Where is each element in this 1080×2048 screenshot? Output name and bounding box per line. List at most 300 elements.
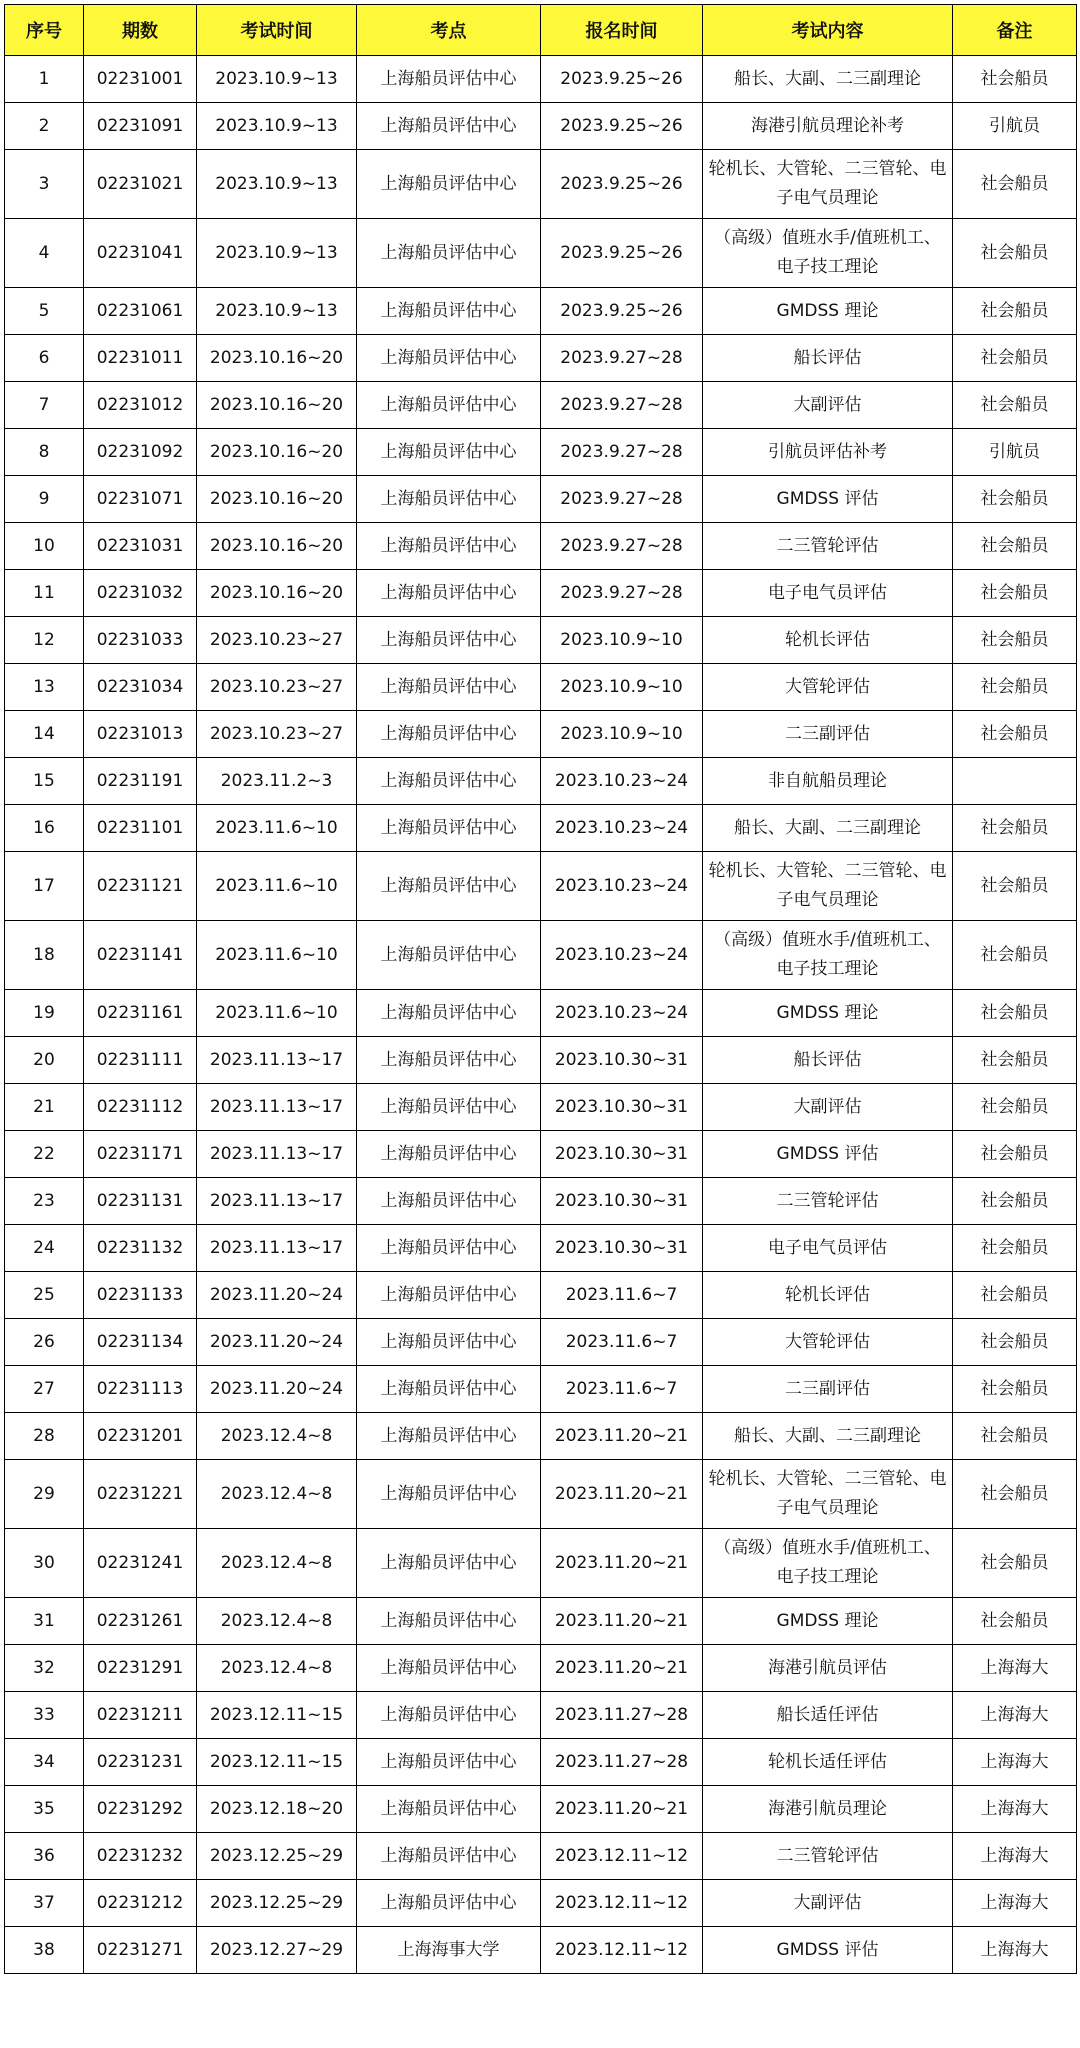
cell-remarks: 社会船员	[953, 1319, 1077, 1366]
cell-remarks: 社会船员	[953, 1131, 1077, 1178]
cell-remarks: 社会船员	[953, 570, 1077, 617]
cell-remarks: 上海海大	[953, 1786, 1077, 1833]
table-row	[5, 1131, 1077, 1178]
cell-remarks: 社会船员	[953, 1037, 1077, 1084]
cell-exam-content: （高级）值班水手/值班机工、电子技工理论	[703, 219, 953, 288]
cell-exam-time: 2023.12.18~20	[197, 1786, 357, 1833]
cell-remarks: 社会船员	[953, 219, 1077, 288]
cell-seq: 12	[5, 617, 84, 664]
cell-exam-time: 2023.10.16~20	[197, 523, 357, 570]
cell-remarks: 社会船员	[953, 382, 1077, 429]
cell-exam-content: 二三管轮评估	[703, 1178, 953, 1225]
cell-exam-site: 上海船员评估中心	[357, 1880, 541, 1927]
cell-exam-time: 2023.11.13~17	[197, 1084, 357, 1131]
cell-seq: 8	[5, 429, 84, 476]
cell-exam-content: 大管轮评估	[703, 1319, 953, 1366]
cell-period: 02231211	[84, 1692, 197, 1739]
cell-remarks	[953, 758, 1077, 805]
cell-period: 02231033	[84, 617, 197, 664]
table-row	[5, 1786, 1077, 1833]
cell-period: 02231241	[84, 1529, 197, 1598]
cell-seq: 32	[5, 1645, 84, 1692]
cell-exam-time: 2023.12.4~8	[197, 1460, 357, 1529]
cell-period: 02231034	[84, 664, 197, 711]
cell-period: 02231041	[84, 219, 197, 288]
cell-registration-time: 2023.9.25~26	[541, 150, 703, 219]
cell-remarks: 社会船员	[953, 523, 1077, 570]
cell-seq: 2	[5, 103, 84, 150]
cell-period: 02231021	[84, 150, 197, 219]
cell-exam-time: 2023.10.23~27	[197, 617, 357, 664]
cell-period: 02231171	[84, 1131, 197, 1178]
cell-period: 02231091	[84, 103, 197, 150]
cell-exam-time: 2023.12.4~8	[197, 1413, 357, 1460]
cell-registration-time: 2023.10.23~24	[541, 921, 703, 990]
cell-seq: 9	[5, 476, 84, 523]
cell-exam-content: 大副评估	[703, 1084, 953, 1131]
cell-exam-time: 2023.10.9~13	[197, 288, 357, 335]
cell-remarks: 社会船员	[953, 1598, 1077, 1645]
table-row	[5, 1272, 1077, 1319]
cell-registration-time: 2023.11.20~21	[541, 1460, 703, 1529]
cell-seq: 5	[5, 288, 84, 335]
cell-exam-content: 船长适任评估	[703, 1692, 953, 1739]
cell-exam-site: 上海船员评估中心	[357, 429, 541, 476]
cell-exam-site: 上海船员评估中心	[357, 476, 541, 523]
cell-registration-time: 2023.10.30~31	[541, 1037, 703, 1084]
table-row	[5, 1833, 1077, 1880]
cell-remarks: 社会船员	[953, 990, 1077, 1037]
cell-period: 02231221	[84, 1460, 197, 1529]
cell-exam-site: 上海船员评估中心	[357, 523, 541, 570]
cell-seq: 11	[5, 570, 84, 617]
cell-exam-content: 海港引航员评估	[703, 1645, 953, 1692]
cell-period: 02231101	[84, 805, 197, 852]
cell-registration-time: 2023.10.23~24	[541, 852, 703, 921]
cell-seq: 26	[5, 1319, 84, 1366]
cell-exam-content: 船长评估	[703, 335, 953, 382]
cell-exam-time: 2023.11.13~17	[197, 1225, 357, 1272]
cell-remarks: 社会船员	[953, 335, 1077, 382]
cell-exam-content: 船长、大副、二三副理论	[703, 805, 953, 852]
cell-exam-content: 轮机长适任评估	[703, 1739, 953, 1786]
cell-exam-site: 上海船员评估中心	[357, 335, 541, 382]
cell-period: 02231133	[84, 1272, 197, 1319]
cell-exam-time: 2023.11.6~10	[197, 990, 357, 1037]
cell-remarks: 上海海大	[953, 1880, 1077, 1927]
header-registration-time: 报名时间	[541, 5, 703, 56]
cell-period: 02231032	[84, 570, 197, 617]
cell-period: 02231111	[84, 1037, 197, 1084]
cell-exam-site: 上海船员评估中心	[357, 852, 541, 921]
cell-remarks: 社会船员	[953, 1529, 1077, 1598]
cell-remarks: 社会船员	[953, 1366, 1077, 1413]
cell-seq: 3	[5, 150, 84, 219]
cell-exam-time: 2023.11.20~24	[197, 1366, 357, 1413]
cell-period: 02231011	[84, 335, 197, 382]
table-row	[5, 523, 1077, 570]
cell-seq: 15	[5, 758, 84, 805]
cell-exam-site: 上海船员评估中心	[357, 1786, 541, 1833]
cell-exam-time: 2023.11.6~10	[197, 805, 357, 852]
cell-remarks: 社会船员	[953, 1460, 1077, 1529]
cell-exam-time: 2023.10.23~27	[197, 711, 357, 758]
cell-seq: 30	[5, 1529, 84, 1598]
cell-registration-time: 2023.9.27~28	[541, 335, 703, 382]
cell-exam-site: 上海船员评估中心	[357, 1739, 541, 1786]
cell-exam-content: GMDSS 理论	[703, 990, 953, 1037]
cell-period: 02231231	[84, 1739, 197, 1786]
table-row	[5, 382, 1077, 429]
cell-seq: 22	[5, 1131, 84, 1178]
cell-seq: 6	[5, 335, 84, 382]
cell-seq: 10	[5, 523, 84, 570]
cell-period: 02231013	[84, 711, 197, 758]
cell-exam-content: 二三副评估	[703, 711, 953, 758]
cell-remarks: 社会船员	[953, 1272, 1077, 1319]
cell-exam-content: 轮机长、大管轮、二三管轮、电子电气员理论	[703, 1460, 953, 1529]
cell-exam-time: 2023.12.4~8	[197, 1529, 357, 1598]
cell-exam-content: 船长、大副、二三副理论	[703, 56, 953, 103]
cell-registration-time: 2023.11.6~7	[541, 1319, 703, 1366]
cell-remarks: 社会船员	[953, 56, 1077, 103]
cell-exam-time: 2023.11.6~10	[197, 921, 357, 990]
cell-exam-site: 上海船员评估中心	[357, 382, 541, 429]
cell-seq: 4	[5, 219, 84, 288]
cell-exam-content: 电子电气员评估	[703, 1225, 953, 1272]
header-remarks: 备注	[953, 5, 1077, 56]
table-row	[5, 1645, 1077, 1692]
table-row	[5, 1225, 1077, 1272]
table-row	[5, 219, 1077, 288]
cell-seq: 36	[5, 1833, 84, 1880]
header-exam-time: 考试时间	[197, 5, 357, 56]
cell-period: 02231001	[84, 56, 197, 103]
cell-exam-content: GMDSS 评估	[703, 1927, 953, 1974]
cell-exam-time: 2023.10.16~20	[197, 335, 357, 382]
cell-seq: 7	[5, 382, 84, 429]
cell-period: 02231131	[84, 1178, 197, 1225]
cell-exam-content: 非自航船员理论	[703, 758, 953, 805]
cell-registration-time: 2023.10.30~31	[541, 1178, 703, 1225]
cell-exam-time: 2023.12.11~15	[197, 1739, 357, 1786]
cell-exam-content: 大管轮评估	[703, 664, 953, 711]
table-row	[5, 617, 1077, 664]
cell-exam-content: 大副评估	[703, 382, 953, 429]
cell-exam-content: 轮机长评估	[703, 617, 953, 664]
cell-remarks: 社会船员	[953, 1178, 1077, 1225]
cell-period: 02231012	[84, 382, 197, 429]
table-row	[5, 711, 1077, 758]
cell-registration-time: 2023.11.20~21	[541, 1645, 703, 1692]
table-row	[5, 429, 1077, 476]
cell-remarks: 社会船员	[953, 617, 1077, 664]
cell-exam-site: 上海船员评估中心	[357, 1178, 541, 1225]
table-row	[5, 664, 1077, 711]
cell-exam-content: 海港引航员理论补考	[703, 103, 953, 150]
cell-registration-time: 2023.11.27~28	[541, 1692, 703, 1739]
cell-exam-time: 2023.12.4~8	[197, 1598, 357, 1645]
cell-period: 02231291	[84, 1645, 197, 1692]
cell-period: 02231292	[84, 1786, 197, 1833]
cell-period: 02231134	[84, 1319, 197, 1366]
cell-exam-content: 海港引航员理论	[703, 1786, 953, 1833]
exam-schedule-sheet	[4, 4, 1077, 1974]
cell-exam-content: （高级）值班水手/值班机工、电子技工理论	[703, 921, 953, 990]
cell-exam-time: 2023.11.13~17	[197, 1037, 357, 1084]
cell-exam-content: 轮机长评估	[703, 1272, 953, 1319]
table-row	[5, 288, 1077, 335]
cell-period: 02231092	[84, 429, 197, 476]
cell-period: 02231112	[84, 1084, 197, 1131]
cell-remarks: 社会船员	[953, 852, 1077, 921]
cell-registration-time: 2023.9.25~26	[541, 219, 703, 288]
cell-exam-time: 2023.10.9~13	[197, 219, 357, 288]
cell-seq: 31	[5, 1598, 84, 1645]
cell-registration-time: 2023.9.27~28	[541, 570, 703, 617]
table-row	[5, 805, 1077, 852]
cell-remarks: 社会船员	[953, 288, 1077, 335]
cell-registration-time: 2023.12.11~12	[541, 1927, 703, 1974]
cell-period: 02231141	[84, 921, 197, 990]
cell-seq: 17	[5, 852, 84, 921]
table-row	[5, 852, 1077, 921]
cell-exam-time: 2023.10.9~13	[197, 103, 357, 150]
cell-exam-site: 上海船员评估中心	[357, 1413, 541, 1460]
cell-period: 02231061	[84, 288, 197, 335]
cell-registration-time: 2023.11.20~21	[541, 1529, 703, 1598]
cell-exam-site: 上海船员评估中心	[357, 1084, 541, 1131]
cell-exam-time: 2023.12.25~29	[197, 1833, 357, 1880]
cell-remarks: 社会船员	[953, 150, 1077, 219]
cell-remarks: 社会船员	[953, 1084, 1077, 1131]
cell-exam-content: GMDSS 理论	[703, 288, 953, 335]
cell-period: 02231121	[84, 852, 197, 921]
cell-exam-content: 轮机长、大管轮、二三管轮、电子电气员理论	[703, 852, 953, 921]
cell-registration-time: 2023.10.9~10	[541, 711, 703, 758]
cell-registration-time: 2023.9.27~28	[541, 476, 703, 523]
cell-exam-site: 上海船员评估中心	[357, 1131, 541, 1178]
table-row	[5, 1739, 1077, 1786]
cell-exam-content: 引航员评估补考	[703, 429, 953, 476]
cell-period: 02231071	[84, 476, 197, 523]
table-body	[5, 56, 1077, 1974]
cell-exam-content: 轮机长、大管轮、二三管轮、电子电气员理论	[703, 150, 953, 219]
cell-exam-site: 上海船员评估中心	[357, 56, 541, 103]
cell-period: 02231212	[84, 1880, 197, 1927]
cell-seq: 13	[5, 664, 84, 711]
cell-period: 02231132	[84, 1225, 197, 1272]
header-row	[5, 5, 1077, 56]
cell-registration-time: 2023.11.27~28	[541, 1739, 703, 1786]
cell-exam-time: 2023.10.23~27	[197, 664, 357, 711]
cell-remarks: 上海海大	[953, 1833, 1077, 1880]
cell-exam-content: 二三管轮评估	[703, 523, 953, 570]
cell-exam-site: 上海船员评估中心	[357, 219, 541, 288]
cell-exam-content: 船长、大副、二三副理论	[703, 1413, 953, 1460]
cell-exam-time: 2023.10.9~13	[197, 150, 357, 219]
cell-registration-time: 2023.9.27~28	[541, 429, 703, 476]
cell-exam-site: 上海船员评估中心	[357, 1272, 541, 1319]
cell-exam-content: 船长评估	[703, 1037, 953, 1084]
cell-exam-site: 上海船员评估中心	[357, 103, 541, 150]
cell-period: 02231271	[84, 1927, 197, 1974]
cell-exam-site: 上海船员评估中心	[357, 1598, 541, 1645]
table-row	[5, 758, 1077, 805]
table-row	[5, 150, 1077, 219]
cell-seq: 14	[5, 711, 84, 758]
table-row	[5, 1366, 1077, 1413]
table-row	[5, 335, 1077, 382]
cell-period: 02231031	[84, 523, 197, 570]
cell-registration-time: 2023.9.25~26	[541, 103, 703, 150]
cell-remarks: 引航员	[953, 103, 1077, 150]
cell-exam-content: （高级）值班水手/值班机工、电子技工理论	[703, 1529, 953, 1598]
cell-exam-site: 上海船员评估中心	[357, 1037, 541, 1084]
cell-exam-site: 上海船员评估中心	[357, 617, 541, 664]
cell-exam-time: 2023.12.11~15	[197, 1692, 357, 1739]
table-row	[5, 921, 1077, 990]
cell-exam-time: 2023.11.20~24	[197, 1272, 357, 1319]
cell-exam-site: 上海船员评估中心	[357, 1366, 541, 1413]
cell-registration-time: 2023.11.6~7	[541, 1366, 703, 1413]
cell-remarks: 社会船员	[953, 1413, 1077, 1460]
cell-exam-time: 2023.10.16~20	[197, 476, 357, 523]
cell-exam-site: 上海船员评估中心	[357, 921, 541, 990]
cell-remarks: 引航员	[953, 429, 1077, 476]
cell-exam-time: 2023.10.16~20	[197, 570, 357, 617]
cell-exam-site: 上海船员评估中心	[357, 1692, 541, 1739]
cell-exam-content: 二三副评估	[703, 1366, 953, 1413]
cell-period: 02231232	[84, 1833, 197, 1880]
cell-seq: 25	[5, 1272, 84, 1319]
cell-exam-site: 上海船员评估中心	[357, 664, 541, 711]
cell-seq: 24	[5, 1225, 84, 1272]
cell-registration-time: 2023.10.23~24	[541, 758, 703, 805]
table-row	[5, 990, 1077, 1037]
cell-exam-time: 2023.10.16~20	[197, 429, 357, 476]
cell-registration-time: 2023.11.20~21	[541, 1786, 703, 1833]
cell-exam-site: 上海海事大学	[357, 1927, 541, 1974]
cell-exam-time: 2023.10.16~20	[197, 382, 357, 429]
cell-exam-time: 2023.11.6~10	[197, 852, 357, 921]
cell-registration-time: 2023.9.25~26	[541, 288, 703, 335]
cell-seq: 29	[5, 1460, 84, 1529]
cell-registration-time: 2023.9.27~28	[541, 382, 703, 429]
header-exam-content: 考试内容	[703, 5, 953, 56]
cell-registration-time: 2023.10.9~10	[541, 664, 703, 711]
cell-remarks: 社会船员	[953, 921, 1077, 990]
cell-exam-content: 电子电气员评估	[703, 570, 953, 617]
cell-remarks: 社会船员	[953, 805, 1077, 852]
table-row	[5, 1598, 1077, 1645]
cell-period: 02231113	[84, 1366, 197, 1413]
cell-registration-time: 2023.10.9~10	[541, 617, 703, 664]
cell-exam-content: GMDSS 评估	[703, 476, 953, 523]
cell-seq: 18	[5, 921, 84, 990]
cell-exam-time: 2023.12.4~8	[197, 1645, 357, 1692]
cell-seq: 38	[5, 1927, 84, 1974]
table-row	[5, 56, 1077, 103]
cell-remarks: 社会船员	[953, 476, 1077, 523]
cell-exam-time: 2023.12.25~29	[197, 1880, 357, 1927]
cell-seq: 27	[5, 1366, 84, 1413]
cell-exam-site: 上海船员评估中心	[357, 288, 541, 335]
cell-seq: 21	[5, 1084, 84, 1131]
table-row	[5, 1084, 1077, 1131]
table-row	[5, 1880, 1077, 1927]
table-row	[5, 1178, 1077, 1225]
cell-registration-time: 2023.11.6~7	[541, 1272, 703, 1319]
cell-period: 02231201	[84, 1413, 197, 1460]
table-row	[5, 1037, 1077, 1084]
cell-period: 02231191	[84, 758, 197, 805]
cell-exam-site: 上海船员评估中心	[357, 1460, 541, 1529]
cell-registration-time: 2023.11.20~21	[541, 1413, 703, 1460]
table-row	[5, 1413, 1077, 1460]
cell-exam-content: 二三管轮评估	[703, 1833, 953, 1880]
cell-exam-time: 2023.11.13~17	[197, 1131, 357, 1178]
cell-seq: 34	[5, 1739, 84, 1786]
cell-period: 02231161	[84, 990, 197, 1037]
cell-registration-time: 2023.10.30~31	[541, 1084, 703, 1131]
table-row	[5, 103, 1077, 150]
cell-seq: 35	[5, 1786, 84, 1833]
cell-seq: 37	[5, 1880, 84, 1927]
cell-exam-time: 2023.11.20~24	[197, 1319, 357, 1366]
header-period: 期数	[84, 5, 197, 56]
cell-seq: 1	[5, 56, 84, 103]
cell-remarks: 上海海大	[953, 1692, 1077, 1739]
header-seq: 序号	[5, 5, 84, 56]
cell-exam-content: GMDSS 理论	[703, 1598, 953, 1645]
cell-seq: 19	[5, 990, 84, 1037]
cell-seq: 20	[5, 1037, 84, 1084]
cell-seq: 28	[5, 1413, 84, 1460]
cell-exam-content: GMDSS 评估	[703, 1131, 953, 1178]
cell-exam-site: 上海船员评估中心	[357, 1645, 541, 1692]
cell-seq: 16	[5, 805, 84, 852]
cell-exam-site: 上海船员评估中心	[357, 990, 541, 1037]
cell-registration-time: 2023.12.11~12	[541, 1880, 703, 1927]
cell-remarks: 上海海大	[953, 1739, 1077, 1786]
cell-exam-content: 大副评估	[703, 1880, 953, 1927]
cell-registration-time: 2023.10.23~24	[541, 990, 703, 1037]
cell-exam-site: 上海船员评估中心	[357, 758, 541, 805]
table-row	[5, 1529, 1077, 1598]
exam-schedule-table	[4, 4, 1077, 1974]
table-row	[5, 570, 1077, 617]
cell-exam-site: 上海船员评估中心	[357, 1319, 541, 1366]
cell-period: 02231261	[84, 1598, 197, 1645]
cell-seq: 33	[5, 1692, 84, 1739]
cell-exam-time: 2023.12.27~29	[197, 1927, 357, 1974]
table-row	[5, 1692, 1077, 1739]
cell-exam-site: 上海船员评估中心	[357, 1529, 541, 1598]
cell-registration-time: 2023.9.27~28	[541, 523, 703, 570]
cell-remarks: 社会船员	[953, 711, 1077, 758]
cell-registration-time: 2023.10.30~31	[541, 1225, 703, 1272]
cell-remarks: 上海海大	[953, 1645, 1077, 1692]
cell-registration-time: 2023.9.25~26	[541, 56, 703, 103]
cell-exam-site: 上海船员评估中心	[357, 1833, 541, 1880]
cell-seq: 23	[5, 1178, 84, 1225]
cell-registration-time: 2023.12.11~12	[541, 1833, 703, 1880]
table-row	[5, 476, 1077, 523]
cell-exam-site: 上海船员评估中心	[357, 570, 541, 617]
cell-remarks: 社会船员	[953, 1225, 1077, 1272]
header-exam-site: 考点	[357, 5, 541, 56]
